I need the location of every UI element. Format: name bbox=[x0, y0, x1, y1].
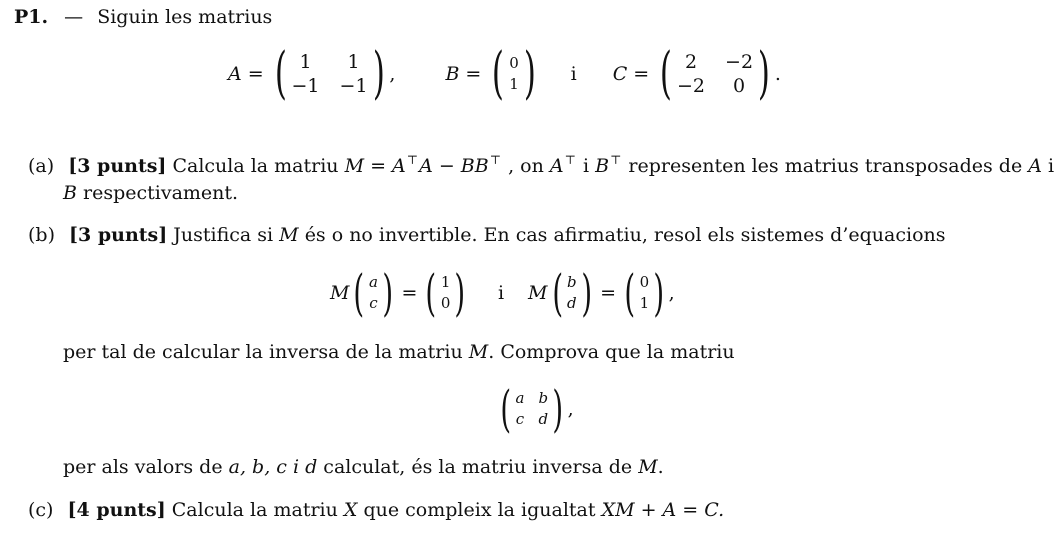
a-transpose: A⊤ bbox=[549, 153, 576, 177]
matrix-abcd-cell: c bbox=[515, 410, 525, 428]
part-a-text1: Calcula la matriu bbox=[172, 155, 339, 177]
equals-sign: = bbox=[465, 63, 482, 85]
part-b-line5: per als valors de a, b, c i d calculat, és la matriu inversa de M. bbox=[63, 456, 664, 478]
matrix-a-name: A bbox=[228, 63, 242, 85]
matrix-abcd: ( a b c d ) bbox=[500, 380, 564, 438]
vector-cell: a bbox=[368, 273, 378, 291]
matrices-definition bbox=[228, 41, 781, 106]
part-c-text1: Calcula la matriu bbox=[171, 499, 338, 521]
part-b-points: [3 punts] bbox=[69, 224, 168, 246]
matrix-c-cell: 0 bbox=[732, 75, 746, 97]
part-c-text2: que compleix la igualtat bbox=[363, 499, 596, 521]
matrix-m-symbol: M bbox=[330, 282, 350, 304]
part-c-var: X bbox=[343, 499, 358, 521]
matrix-b: ( 0 1 ) bbox=[492, 41, 536, 106]
matrix-a-ref: A bbox=[1028, 155, 1042, 177]
part-b-label: (b) bbox=[28, 224, 55, 246]
part-a-text3: representen les matrius transposades de bbox=[628, 155, 1023, 177]
matrix-m-ref: M bbox=[279, 224, 299, 246]
matrix-m-ref: M bbox=[638, 456, 658, 478]
part-b-vars: a, b, c i d bbox=[228, 456, 318, 478]
matrix-m-ref: M bbox=[468, 341, 489, 363]
matrix-c-cell: 2 bbox=[684, 51, 698, 73]
conjunction-i: i bbox=[570, 63, 577, 85]
vector-cell: 1 bbox=[440, 273, 451, 291]
matrix-c-cell: −2 bbox=[725, 51, 754, 73]
matrix-abcd-cell: b bbox=[538, 389, 549, 407]
matrix-a-cell: −1 bbox=[339, 75, 368, 97]
b-transpose: B⊤ bbox=[595, 153, 622, 177]
equals-sign: = bbox=[401, 282, 418, 304]
equation-systems bbox=[330, 264, 675, 322]
conjunction-i: i bbox=[1048, 155, 1054, 177]
matrix-a-cell: 1 bbox=[299, 51, 312, 73]
comma: , bbox=[668, 282, 675, 304]
part-b-text5: per als valors de bbox=[63, 456, 223, 478]
matrix-b-cell: 0 bbox=[509, 54, 519, 72]
part-b-text3: per tal de calcular la inversa de la matriu bbox=[63, 341, 463, 363]
part-a-formula: M = A⊤A − BB⊤ bbox=[344, 153, 502, 177]
problem-label: P1. bbox=[14, 6, 49, 28]
vector-bd: ( b d ) bbox=[551, 264, 592, 322]
part-a-line2 bbox=[63, 182, 238, 204]
matrix-a: ( 1 1 −1 −1 ) bbox=[274, 41, 385, 106]
vector-cell: 1 bbox=[639, 294, 650, 312]
vector-cell: b bbox=[567, 273, 577, 291]
equals-sign: = bbox=[600, 282, 617, 304]
part-a-points: [3 punts] bbox=[68, 155, 167, 177]
comma: , bbox=[567, 398, 574, 420]
header-intro: Siguin les matrius bbox=[97, 6, 273, 28]
period: . bbox=[774, 63, 781, 85]
conjunction-i: i bbox=[582, 155, 590, 177]
vector-01: ( 0 1 ) bbox=[624, 264, 665, 322]
matrix-a-cell: −1 bbox=[291, 75, 320, 97]
part-a-label: (a) bbox=[28, 155, 55, 177]
matrix-m-symbol: M bbox=[528, 282, 548, 304]
matrix-c-cell: −2 bbox=[677, 75, 706, 97]
matrix-abcd-cell: a bbox=[515, 389, 525, 407]
vector-cell: 0 bbox=[639, 273, 650, 291]
part-c-equation: XM + A = C. bbox=[601, 499, 725, 521]
part-a bbox=[28, 155, 1054, 177]
matrix-a-cell: 1 bbox=[347, 51, 360, 73]
matrix-c: ( 2 −2 −2 0 ) bbox=[660, 41, 770, 106]
matrix-b-ref: B bbox=[63, 182, 77, 204]
equals-sign: = bbox=[247, 63, 264, 85]
part-c-points: [4 punts] bbox=[67, 499, 166, 521]
part-b-line3: per tal de calcular la inversa de la matriu M. Comprova que la matriu bbox=[63, 341, 735, 363]
vector-ac: ( a c ) bbox=[353, 264, 394, 322]
vector-10: ( 1 0 ) bbox=[425, 264, 466, 322]
vector-cell: d bbox=[567, 294, 577, 312]
header-dash: — bbox=[64, 6, 84, 28]
part-a-text2: , on bbox=[508, 155, 544, 177]
conjunction-i: i bbox=[497, 282, 505, 304]
matrix-c-name: C bbox=[612, 63, 628, 85]
matrix-abcd-cell: d bbox=[538, 410, 549, 428]
part-b-text1: Justifica si bbox=[173, 224, 274, 246]
matrix-b-name: B bbox=[445, 63, 460, 85]
part-c-label: (c) bbox=[28, 499, 54, 521]
part-b bbox=[28, 224, 946, 246]
part-b-text2: és o no invertible. En cas afirmatiu, resol els sistemes d’equacions bbox=[304, 224, 946, 246]
matrix-b-cell: 1 bbox=[509, 75, 519, 93]
comma: , bbox=[389, 63, 396, 85]
part-c bbox=[28, 499, 724, 521]
equals-sign: = bbox=[633, 63, 650, 85]
vector-cell: 0 bbox=[440, 294, 451, 312]
part-b-text6: calculat, és la matriu inversa de bbox=[323, 456, 633, 478]
matrix-abcd-row bbox=[496, 380, 574, 438]
part-b-text4: Comprova que la matriu bbox=[500, 341, 735, 363]
problem-header bbox=[14, 6, 272, 28]
vector-cell: c bbox=[369, 294, 378, 312]
part-a-line2-text: respectivament. bbox=[83, 182, 239, 204]
